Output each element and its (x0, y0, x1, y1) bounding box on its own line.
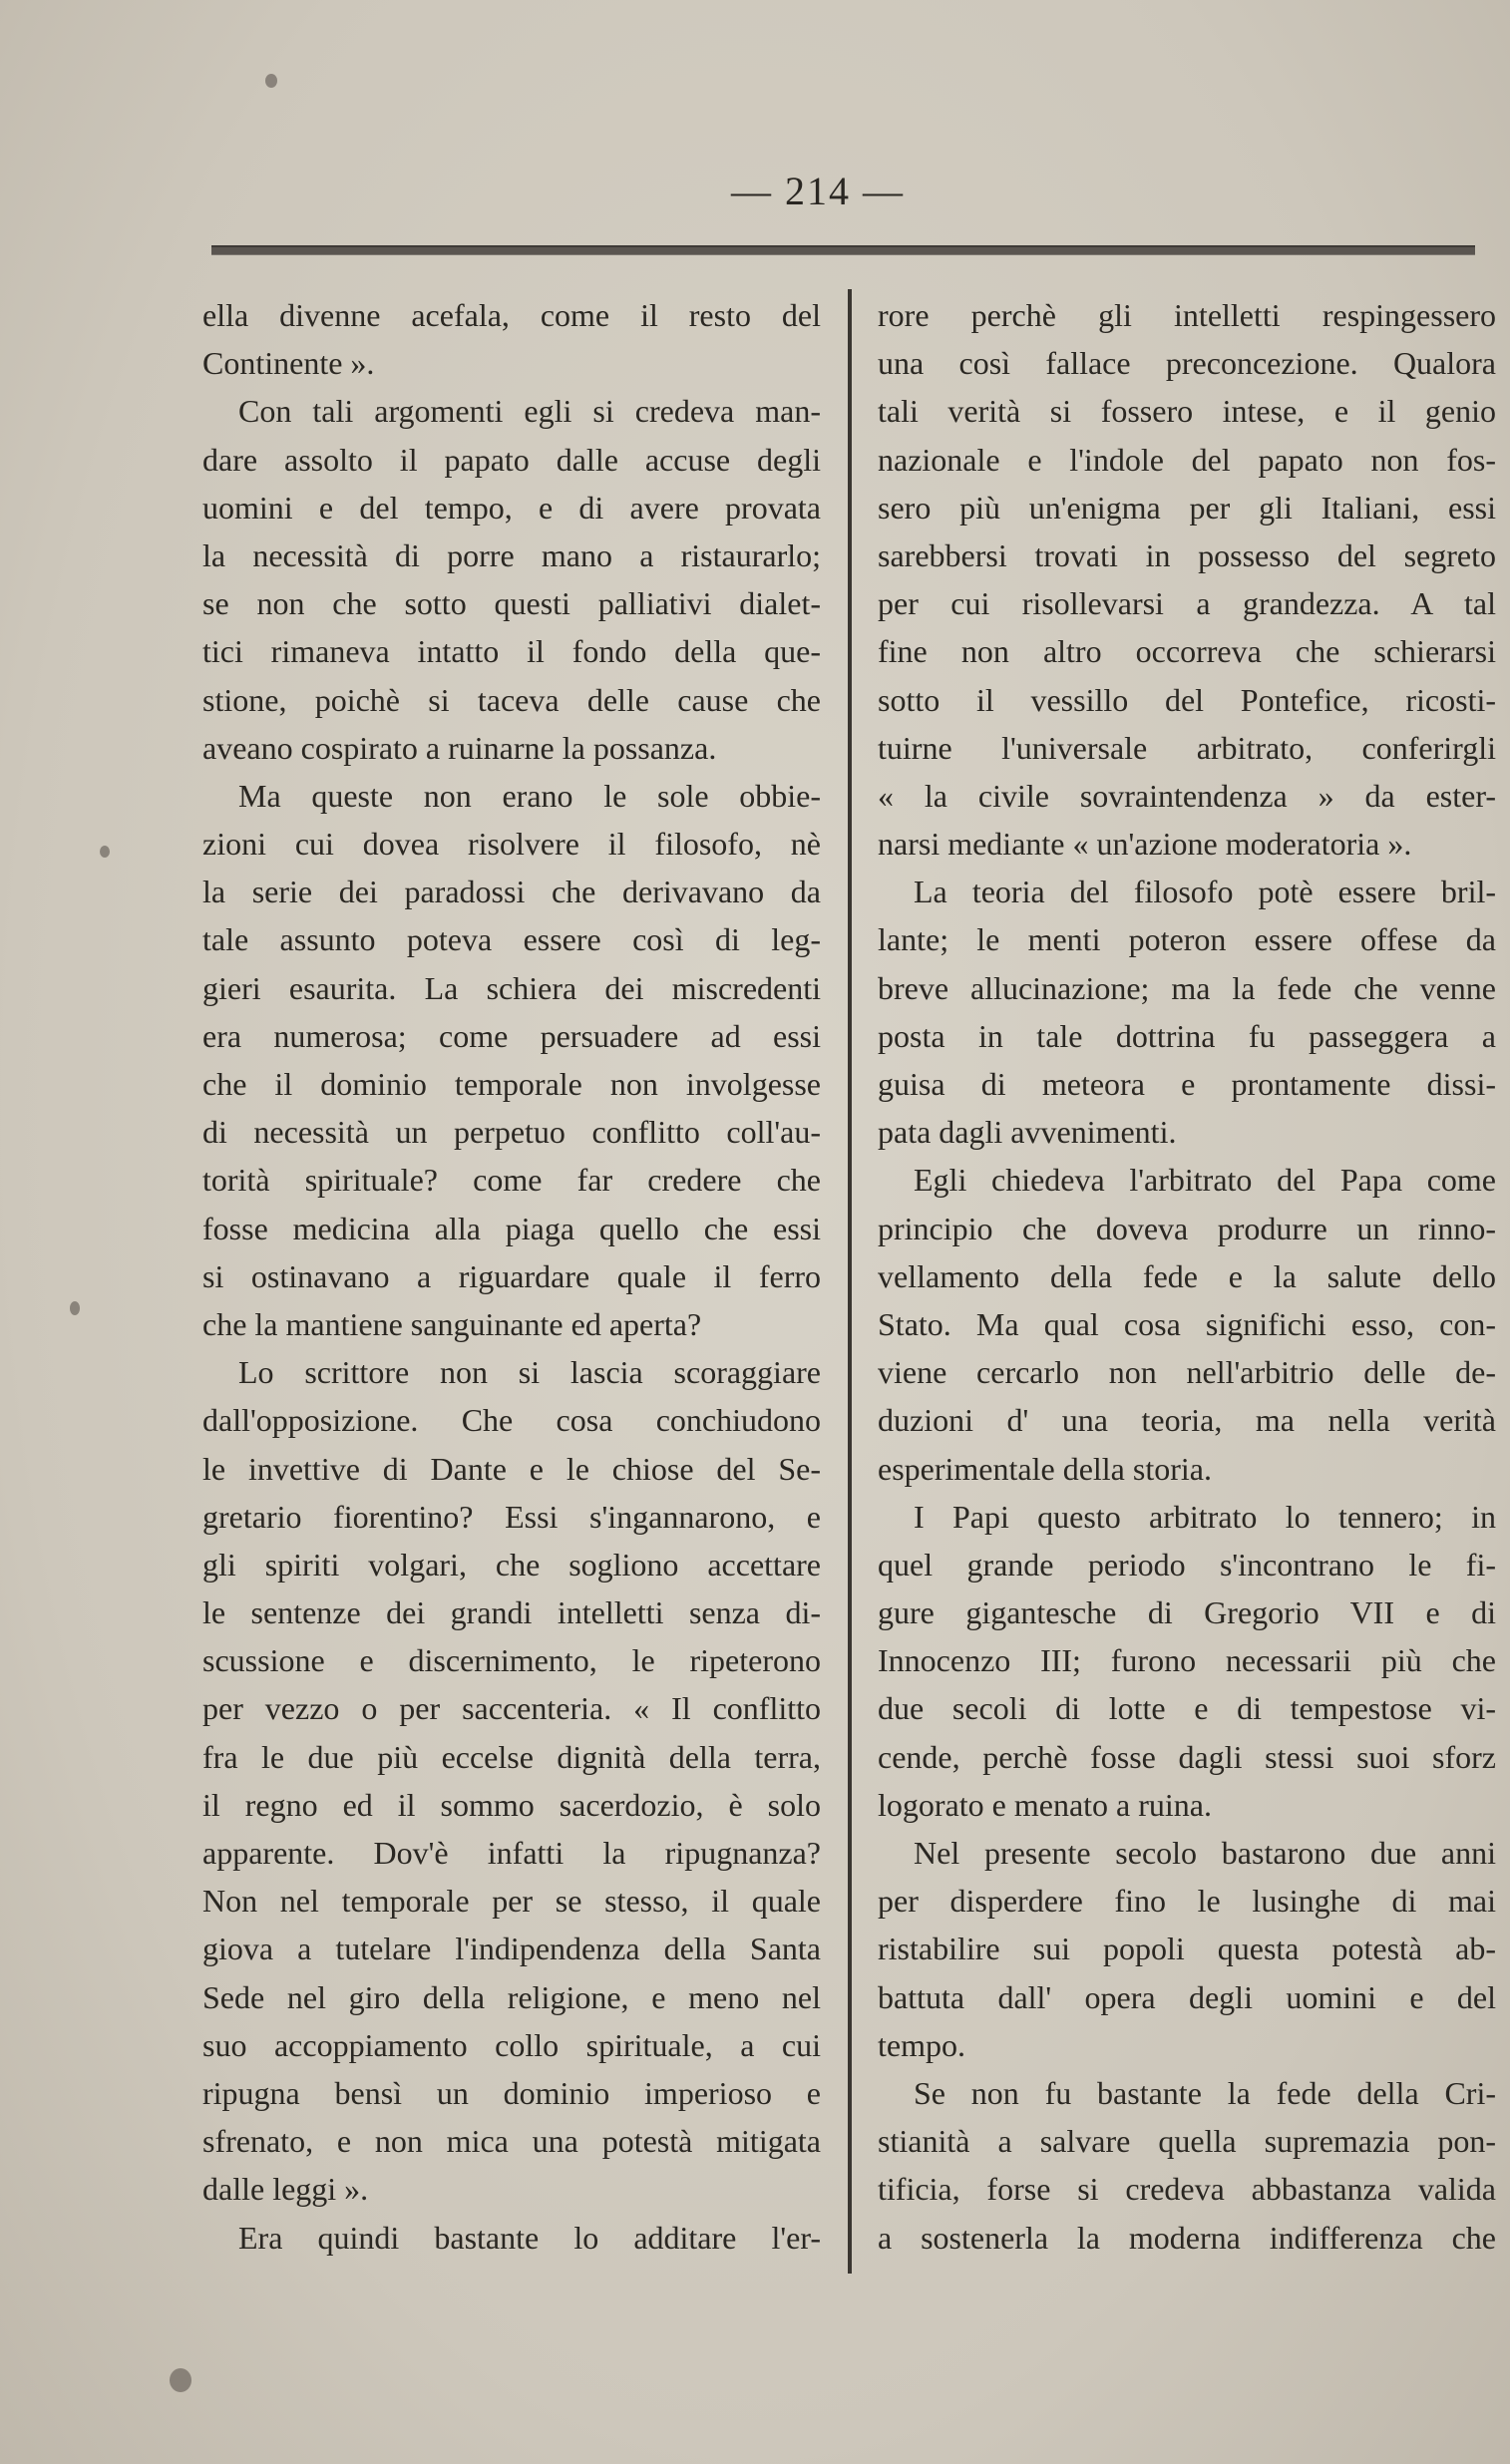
text-line: logorato e menato a ruina. (878, 1786, 1212, 1823)
text-line: fra le due più eccelse dignità della terra, (202, 1738, 821, 1775)
text-line: scussione e discernimento, le ripeterono (202, 1642, 821, 1679)
column-divider (848, 289, 852, 2274)
text-line: due secoli di lotte e di tempestose vi- (878, 1690, 1496, 1727)
text-line: era numerosa; come persuadere ad essi (202, 1017, 821, 1054)
text-line: principio che doveva produrre un rinno- (878, 1210, 1496, 1246)
text-line: Egli chiedeva l'arbitrato del Papa come (914, 1162, 1496, 1199)
text-line: dare assolto il papato dalle accuse degli (202, 441, 821, 478)
text-line: battuta dall' opera degli uomini e del (878, 1978, 1496, 2015)
text-line: duzioni d' una teoria, ma nella verità (878, 1402, 1496, 1439)
text-line: sero più un'enigma per gli Italiani, essi (878, 489, 1496, 526)
text-line: Continente ». (202, 345, 375, 382)
text-line: gure gigantesche di Gregorio VII e di (878, 1594, 1496, 1631)
text-line: posta in tale dottrina fu passeggera a (878, 1017, 1496, 1054)
text-line: di necessità un perpetuo conflitto coll'au- (202, 1114, 821, 1151)
text-line: che la mantiene sanguinante ed aperta? (202, 1305, 702, 1342)
text-line: la necessità di porre mano a ristaurarlo; (202, 536, 821, 573)
text-line: Lo scrittore non si lascia scoraggiare (238, 1354, 821, 1391)
text-line: torità spirituale? come far credere che (202, 1162, 821, 1199)
text-line: vellamento della fede e la salute dello (878, 1257, 1496, 1294)
text-line: giova a tutelare l'indipendenza della Santa (202, 1931, 821, 1967)
text-line: stianità a salvare quella supremazia pon- (878, 2123, 1496, 2160)
ink-speck (170, 2368, 191, 2392)
text-line: Sede nel giro della religione, e meno nel (202, 1978, 821, 2015)
text-line: nazionale e l'indole del papato non fos- (878, 441, 1496, 478)
text-line: per cui risollevarsi a grandezza. A tal (878, 585, 1496, 622)
text-line: Innocenzo III; furono necessarii più che (878, 1642, 1496, 1679)
text-line: Se non fu bastante la fede della Cri- (914, 2074, 1496, 2111)
text-line: breve allucinazione; ma la fede che venne (878, 969, 1496, 1006)
text-line: tificia, forse si credeva abbastanza valida (878, 2171, 1496, 2208)
text-line: aveano cospirato a ruinarne la possanza. (202, 729, 717, 766)
text-line: che il dominio temporale non involgesse (202, 1066, 821, 1102)
text-line: tempo. (878, 2026, 965, 2063)
left-text-column (202, 291, 821, 2262)
text-line: rore perchè gli intelletti respingessero (878, 297, 1496, 333)
text-line: Nel presente secolo bastarono due anni (914, 1835, 1496, 1871)
text-line: viene cercarlo non nell'arbitrio delle de- (878, 1354, 1496, 1391)
page-number: — 214 — (731, 169, 905, 213)
ink-speck (100, 846, 110, 858)
text-line: suo accoppiamento collo spirituale, a cui (202, 2026, 821, 2063)
text-line: ristabilire sui popoli questa potestà ab- (878, 1931, 1496, 1967)
text-line: apparente. Dov'è infatti la ripugnanza? (202, 1835, 821, 1871)
text-line: la serie dei paradossi che derivavano da (202, 874, 821, 910)
text-line: ella divenne acefala, come il resto del (202, 297, 821, 333)
text-line: per vezzo o per saccenteria. « Il conflitto (202, 1690, 821, 1727)
text-line: Ma queste non erano le sole obbie- (238, 777, 821, 814)
text-line: gli spiriti volgari, che sogliono accettare (202, 1546, 821, 1583)
text-line: tali verità si fossero intese, e il genio (878, 393, 1496, 430)
text-line: Stato. Ma qual cosa significhi esso, con- (878, 1305, 1496, 1342)
text-line: I Papi questo arbitrato lo tennero; in (914, 1498, 1496, 1535)
text-line: tuirne l'universale arbitrato, conferirgli (878, 729, 1496, 766)
header-rule (211, 245, 1475, 255)
text-line: zioni cui dovea risolvere il filosofo, nè (202, 826, 821, 863)
text-line: « la civile sovraintendenza » da ester- (878, 777, 1496, 814)
text-line: gretario fiorentino? Essi s'ingannarono, e (202, 1498, 821, 1535)
text-line: tale assunto poteva essere così di leg- (202, 921, 821, 958)
text-line: ripugna bensì un dominio imperioso e (202, 2074, 821, 2111)
text-line: lante; le menti poteron essere offese da (878, 921, 1496, 958)
text-line: stione, poichè si taceva delle cause che (202, 681, 821, 718)
text-line: pata dagli avvenimenti. (878, 1114, 1177, 1151)
text-line: Era quindi bastante lo additare l'er- (238, 2219, 821, 2256)
text-line: La teoria del filosofo potè essere bril- (914, 874, 1496, 910)
text-line: se non che sotto questi palliativi dialet- (202, 585, 821, 622)
text-line: cende, perchè fosse dagli stessi suoi sforz (878, 1738, 1496, 1775)
text-line: sarebbersi trovati in possesso del segreto (878, 536, 1496, 573)
text-line: fine non altro occorreva che schierarsi (878, 633, 1496, 670)
text-line: esperimentale della storia. (878, 1450, 1212, 1487)
text-line: dalle leggi ». (202, 2171, 369, 2208)
text-line: per disperdere fino le lusinghe di mai (878, 1883, 1496, 1920)
text-line: gieri esaurita. La schiera dei miscredenti (202, 969, 821, 1006)
text-line: fosse medicina alla piaga quello che essi (202, 1210, 821, 1246)
text-line: uomini e del tempo, e di avere provata (202, 489, 821, 526)
right-text-column (878, 291, 1496, 2262)
text-line: a sostenerla la moderna indifferenza che (878, 2219, 1496, 2256)
text-line: le invettive di Dante e le chiose del Se- (202, 1450, 821, 1487)
text-line: il regno ed il sommo sacerdozio, è solo (202, 1786, 821, 1823)
text-line: Con tali argomenti egli si credeva man- (238, 393, 821, 430)
text-line: tici rimaneva intatto il fondo della que- (202, 633, 821, 670)
text-line: Non nel temporale per se stesso, il quale (202, 1883, 821, 1920)
text-line: una così fallace preconcezione. Qualora (878, 345, 1496, 382)
text-line: sfrenato, e non mica una potestà mitigata (202, 2123, 821, 2160)
text-line: si ostinavano a riguardare quale il ferro (202, 1257, 821, 1294)
text-line: guisa di meteora e prontamente dissi- (878, 1066, 1496, 1102)
ink-speck (265, 74, 277, 88)
text-line: le sentenze dei grandi intelletti senza di- (202, 1594, 821, 1631)
text-line: dall'opposizione. Che cosa conchiudono (202, 1402, 821, 1439)
text-line: sotto il vessillo del Pontefice, ricosti- (878, 681, 1496, 718)
text-line: narsi mediante « un'azione moderatoria ». (878, 826, 1412, 863)
text-line: quel grande periodo s'incontrano le fi- (878, 1546, 1496, 1583)
ink-speck (70, 1301, 80, 1315)
